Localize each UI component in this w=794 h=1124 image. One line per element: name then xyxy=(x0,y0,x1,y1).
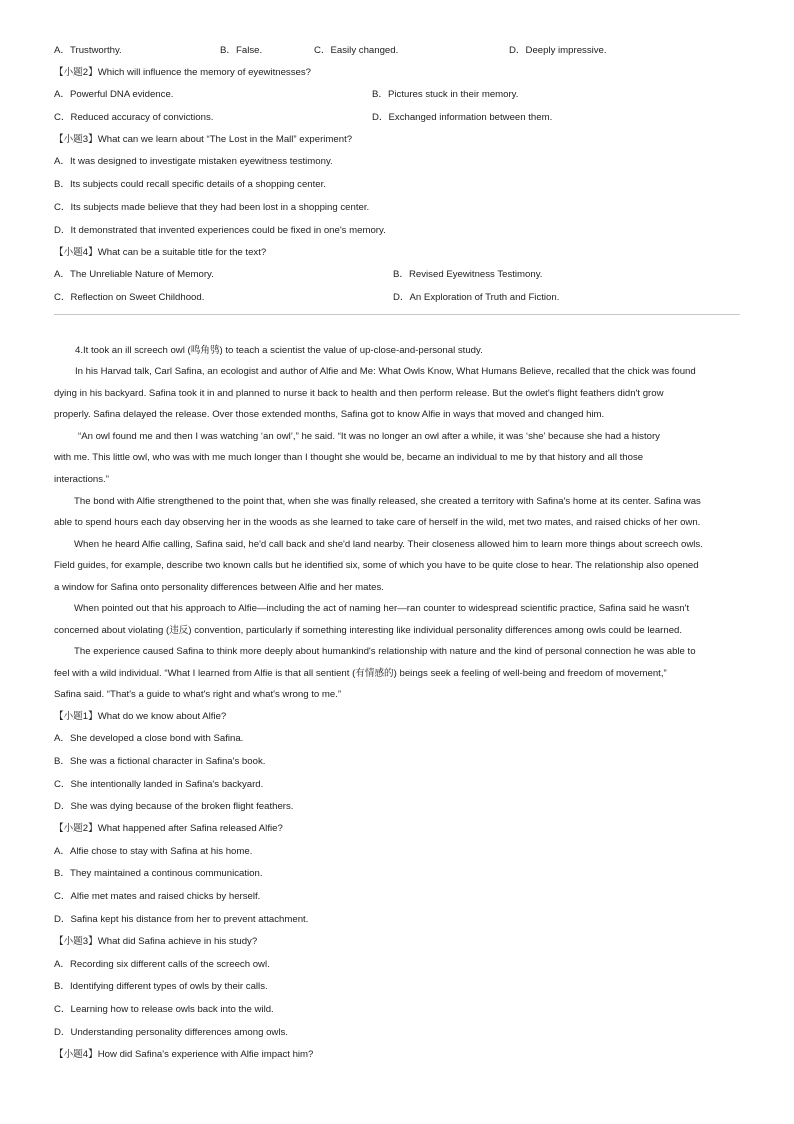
passage-line: When pointed out that his approach to Alfie—including the act of naming her—ran counter to widespread scientific practice, Safina said he wasn't xyxy=(74,603,690,614)
question-stem: 【小题3】What can we learn about “The Lost in the Mall” experiment? xyxy=(54,134,353,145)
question-stem: 【小题2】Which will influence the memory of eyewitnesses? xyxy=(54,67,311,78)
question-stem: 【小题4】What can be a suitable title for the text? xyxy=(54,247,267,258)
option-c: C．Reduced accuracy of convictions. xyxy=(54,112,214,123)
option-c: C．Easily changed. xyxy=(314,45,399,56)
option-a: A．Recording six different calls of the screech owl. xyxy=(54,959,270,970)
option-b: B．They maintained a continous communication. xyxy=(54,868,263,879)
option-c: C．Its subjects made believe that they had been lost in a shopping center. xyxy=(54,202,370,213)
passage-line: dying in his backyard. Safina took it in and planned to nurse it back to health and then perform release. But the owlet's flight feathers didn't grow xyxy=(54,388,664,399)
option-b: B．Identifying different types of owls by their calls. xyxy=(54,981,268,992)
option-a: A．The Unreliable Nature of Memory. xyxy=(54,269,214,280)
option-c: C．She intentionally landed in Safina's backyard. xyxy=(54,779,264,790)
passage-line: properly. Safina delayed the release. Over those extended months, Safina got to know Alfie in ways that moved and changed him. xyxy=(54,409,605,420)
passage-line: with me. This little owl, who was with me much longer than I thought she would be, became an individual to me by that history and all those xyxy=(54,452,644,463)
passage-line: The bond with Alfie strengthened to the point that, when she was finally released, she created a territory with Safina's home at its center. Safina was xyxy=(74,496,701,507)
option-c: C．Alfie met mates and raised chicks by herself. xyxy=(54,891,261,902)
passage-line: The experience caused Safina to think more deeply about humankind's relationship with nature and the kind of personal connection he was able to xyxy=(74,646,696,657)
option-b: B．False. xyxy=(220,45,263,56)
option-b: B．Its subjects could recall specific details of a shopping center. xyxy=(54,179,326,190)
question-stem: 【小题2】What happened after Safina released Alfie? xyxy=(54,823,283,834)
option-a: A．Powerful DNA evidence. xyxy=(54,89,174,100)
option-d: D．An Exploration of Truth and Fiction. xyxy=(393,292,560,303)
section-divider xyxy=(54,314,740,315)
passage-line: a window for Safina onto personality differences between Alfie and her mates. xyxy=(54,582,384,593)
option-a: A．She developed a close bond with Safina. xyxy=(54,733,244,744)
passage-line: able to spend hours each day observing her in the woods as she learned to take care of herself in the wild, met two mates, and raised chicks of her own. xyxy=(54,517,701,528)
option-d: D．She was dying because of the broken flight feathers. xyxy=(54,801,294,812)
option-d: D．Exchanged information between them. xyxy=(372,112,553,123)
question-stem: 【小题3】What did Safina achieve in his study? xyxy=(54,936,258,947)
passage-line: concerned about violating (违反) convention, particularly if something interesting like individual personality differences among owls could be learned. xyxy=(54,625,683,636)
passage-line: When he heard Alfie calling, Safina said, he'd call back and she'd land nearby. Their closeness allowed him to learn more things about screech owls. xyxy=(74,539,703,550)
option-d: D．Deeply impressive. xyxy=(509,45,607,56)
passage-line: Field guides, for example, describe two known calls but he identified six, some of which you have to be quite close to hear. The relationship also opened xyxy=(54,560,699,571)
option-d: D．Safina kept his distance from her to prevent attachment. xyxy=(54,914,309,925)
option-a: A．Alfie chose to stay with Safina at his home. xyxy=(54,846,253,857)
question-stem: 【小题4】How did Safina's experience with Alfie impact him? xyxy=(54,1049,314,1060)
passage-line: 4.It took an ill screech owl (鸣角鸮) to teach a scientist the value of up-close-and-personal study. xyxy=(75,345,483,356)
option-d: D．It demonstrated that invented experiences could be fixed in one's memory. xyxy=(54,225,386,236)
option-b: B．She was a fictional character in Safina's book. xyxy=(54,756,266,767)
passage-line: In his Harvad talk, Carl Safina, an ecologist and author of Alfie and Me: What Owls Know, What Humans Believe, recalled that the chick was found xyxy=(75,366,696,377)
passage-line: interactions.” xyxy=(54,474,109,485)
question-stem: 【小题1】What do we know about Alfie? xyxy=(54,711,227,722)
option-d: D．Understanding personality differences among owls. xyxy=(54,1027,288,1038)
passage-line: feel with a wild individual. “What I learned from Alfie is that all sentient (有情感的) beings seek a feeling of well-being and freedom of movement,” xyxy=(54,668,667,679)
option-a: A．It was designed to investigate mistaken eyewitness testimony. xyxy=(54,156,333,167)
option-c: C．Reflection on Sweet Childhood. xyxy=(54,292,205,303)
passage-line: “An owl found me and then I was watching ‘an owl’,” he said. “It was no longer an owl after a while, it was ‘she’ because she had a history xyxy=(78,431,660,442)
option-a: A．Trustworthy. xyxy=(54,45,122,56)
passage-line: Safina said. “That's a guide to what's right and what's wrong to me.” xyxy=(54,689,342,700)
option-b: B．Pictures stuck in their memory. xyxy=(372,89,519,100)
option-c: C．Learning how to release owls back into the wild. xyxy=(54,1004,274,1015)
option-b: B．Revised Eyewitness Testimony. xyxy=(393,269,543,280)
